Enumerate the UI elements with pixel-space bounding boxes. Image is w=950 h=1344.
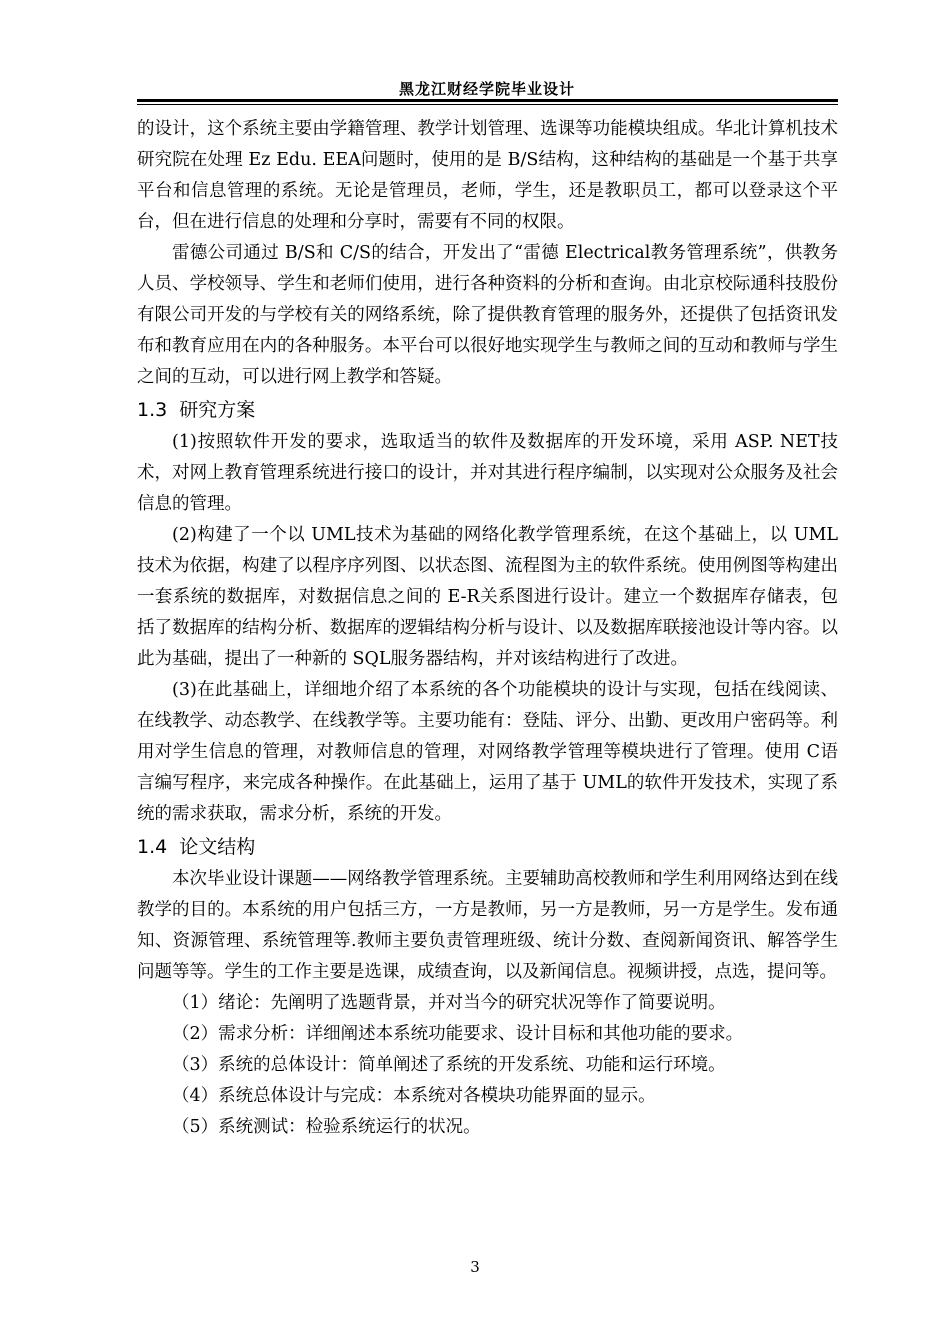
page-header-title: 黑龙江财经学院毕业设计	[398, 80, 575, 98]
page-number: 3	[470, 1258, 480, 1276]
paragraph-plan-2: (2)构建了一个以 UML技术为基础的网络化教学管理系统，在这个基础上，以 UML技术为依据，构建了以程序序列图、以状态图、流程图为主的软件系统。使用例图等构建出一套系统的数据库，对数据信息之间的 E-R关系图进行设计。建立一个数据库存储表，包括了数据库的结构分析、数据库的逻辑结构分析与设计、以及数据库联接池设计等内容。以此为基础，提出了一种新的 SQL服务器结构，并对该结构进行了改进。	[137, 525, 838, 669]
list-item: （3）系统的总体设计：简单阐述了系统的开发系统、功能和运行环境。	[172, 1055, 726, 1075]
section-number: 1.4	[137, 836, 168, 858]
document-body	[137, 114, 838, 1143]
paragraph-continued: 的设计，这个系统主要由学籍管理、教学计划管理、选课等功能模块组成。华北计算机技术研究院在处理 Ez Edu. EEA问题时，使用的是 B/S结构，这种结构的基础是一个基于共享平台和信息管理的系统。无论是管理员，老师，学生，还是教职员工，都可以登录这个平台，但在进行信息的处理和分享时，需要有不同的权限。	[137, 119, 838, 232]
paragraph-leide: 雷德公司通过 B/S和 C/S的结合，开发出了“雷德 Electrical教务管理系统”，供教务人员、学校领导、学生和老师们使用，进行各种资料的分析和查询。由北京校际通科技股份有限公司开发的与学校有关的网络系统，除了提供教育管理的服务外，还提供了包括资讯发布和教育应用在内的各种服务。本平台可以很好地实现学生与教师之间的互动和教师与学生之间的互动，可以进行网上教学和答疑。	[137, 243, 838, 387]
section-heading-1-3	[137, 393, 838, 427]
list-item: （1）绪论：先阐明了选题背景，并对当今的研究状况等作了简要说明。	[172, 993, 726, 1013]
paragraph-plan-1: (1)按照软件开发的要求，选取适当的软件及数据库的开发环境，采用 ASP. NET技术，对网上教育管理系统进行接口的设计，并对其进行程序编制，以实现对公众服务及社会信息的管理。	[137, 432, 838, 514]
header-rule-thick	[137, 99, 838, 102]
section-title: 研究方案	[179, 399, 256, 421]
header-rule-thin	[137, 104, 838, 105]
paragraph-plan-3: (3)在此基础上，详细地介绍了本系统的各个功能模块的设计与实现，包括在线阅读、在线教学、动态教学、在线教学等。主要功能有：登陆、评分、出勤、更改用户密码等。利用对学生信息的管理，对教师信息的管理，对网络教学管理等模块进行了管理。使用 C语言编写程序，来完成各种操作。在此基础上，运用了基于 UML的软件开发技术，实现了系统的需求获取，需求分析，系统的开发。	[137, 680, 838, 824]
section-title: 论文结构	[179, 836, 256, 858]
list-item: （2）需求分析：详细阐述本系统功能要求、设计目标和其他功能的要求。	[172, 1024, 744, 1044]
section-heading-1-4	[137, 830, 838, 864]
list-item: （4）系统总体设计与完成：本系统对各模块功能界面的显示。	[172, 1086, 656, 1106]
list-item: （5）系统测试：检验系统运行的状况。	[172, 1117, 481, 1137]
section-number: 1.3	[137, 399, 168, 421]
paragraph-structure-intro: 本次毕业设计课题——网络教学管理系统。主要辅助高校教师和学生利用网络达到在线教学的目的。本系统的用户包括三方，一方是教师，另一方是教师，另一方是学生。发布通知、资源管理、系统管理等.教师主要负责管理班级、统计分数、查阅新闻资讯、解答学生问题等等。学生的工作主要是选课，成绩查询，以及新闻信息。视频讲授，点选，提问等。	[137, 869, 838, 982]
